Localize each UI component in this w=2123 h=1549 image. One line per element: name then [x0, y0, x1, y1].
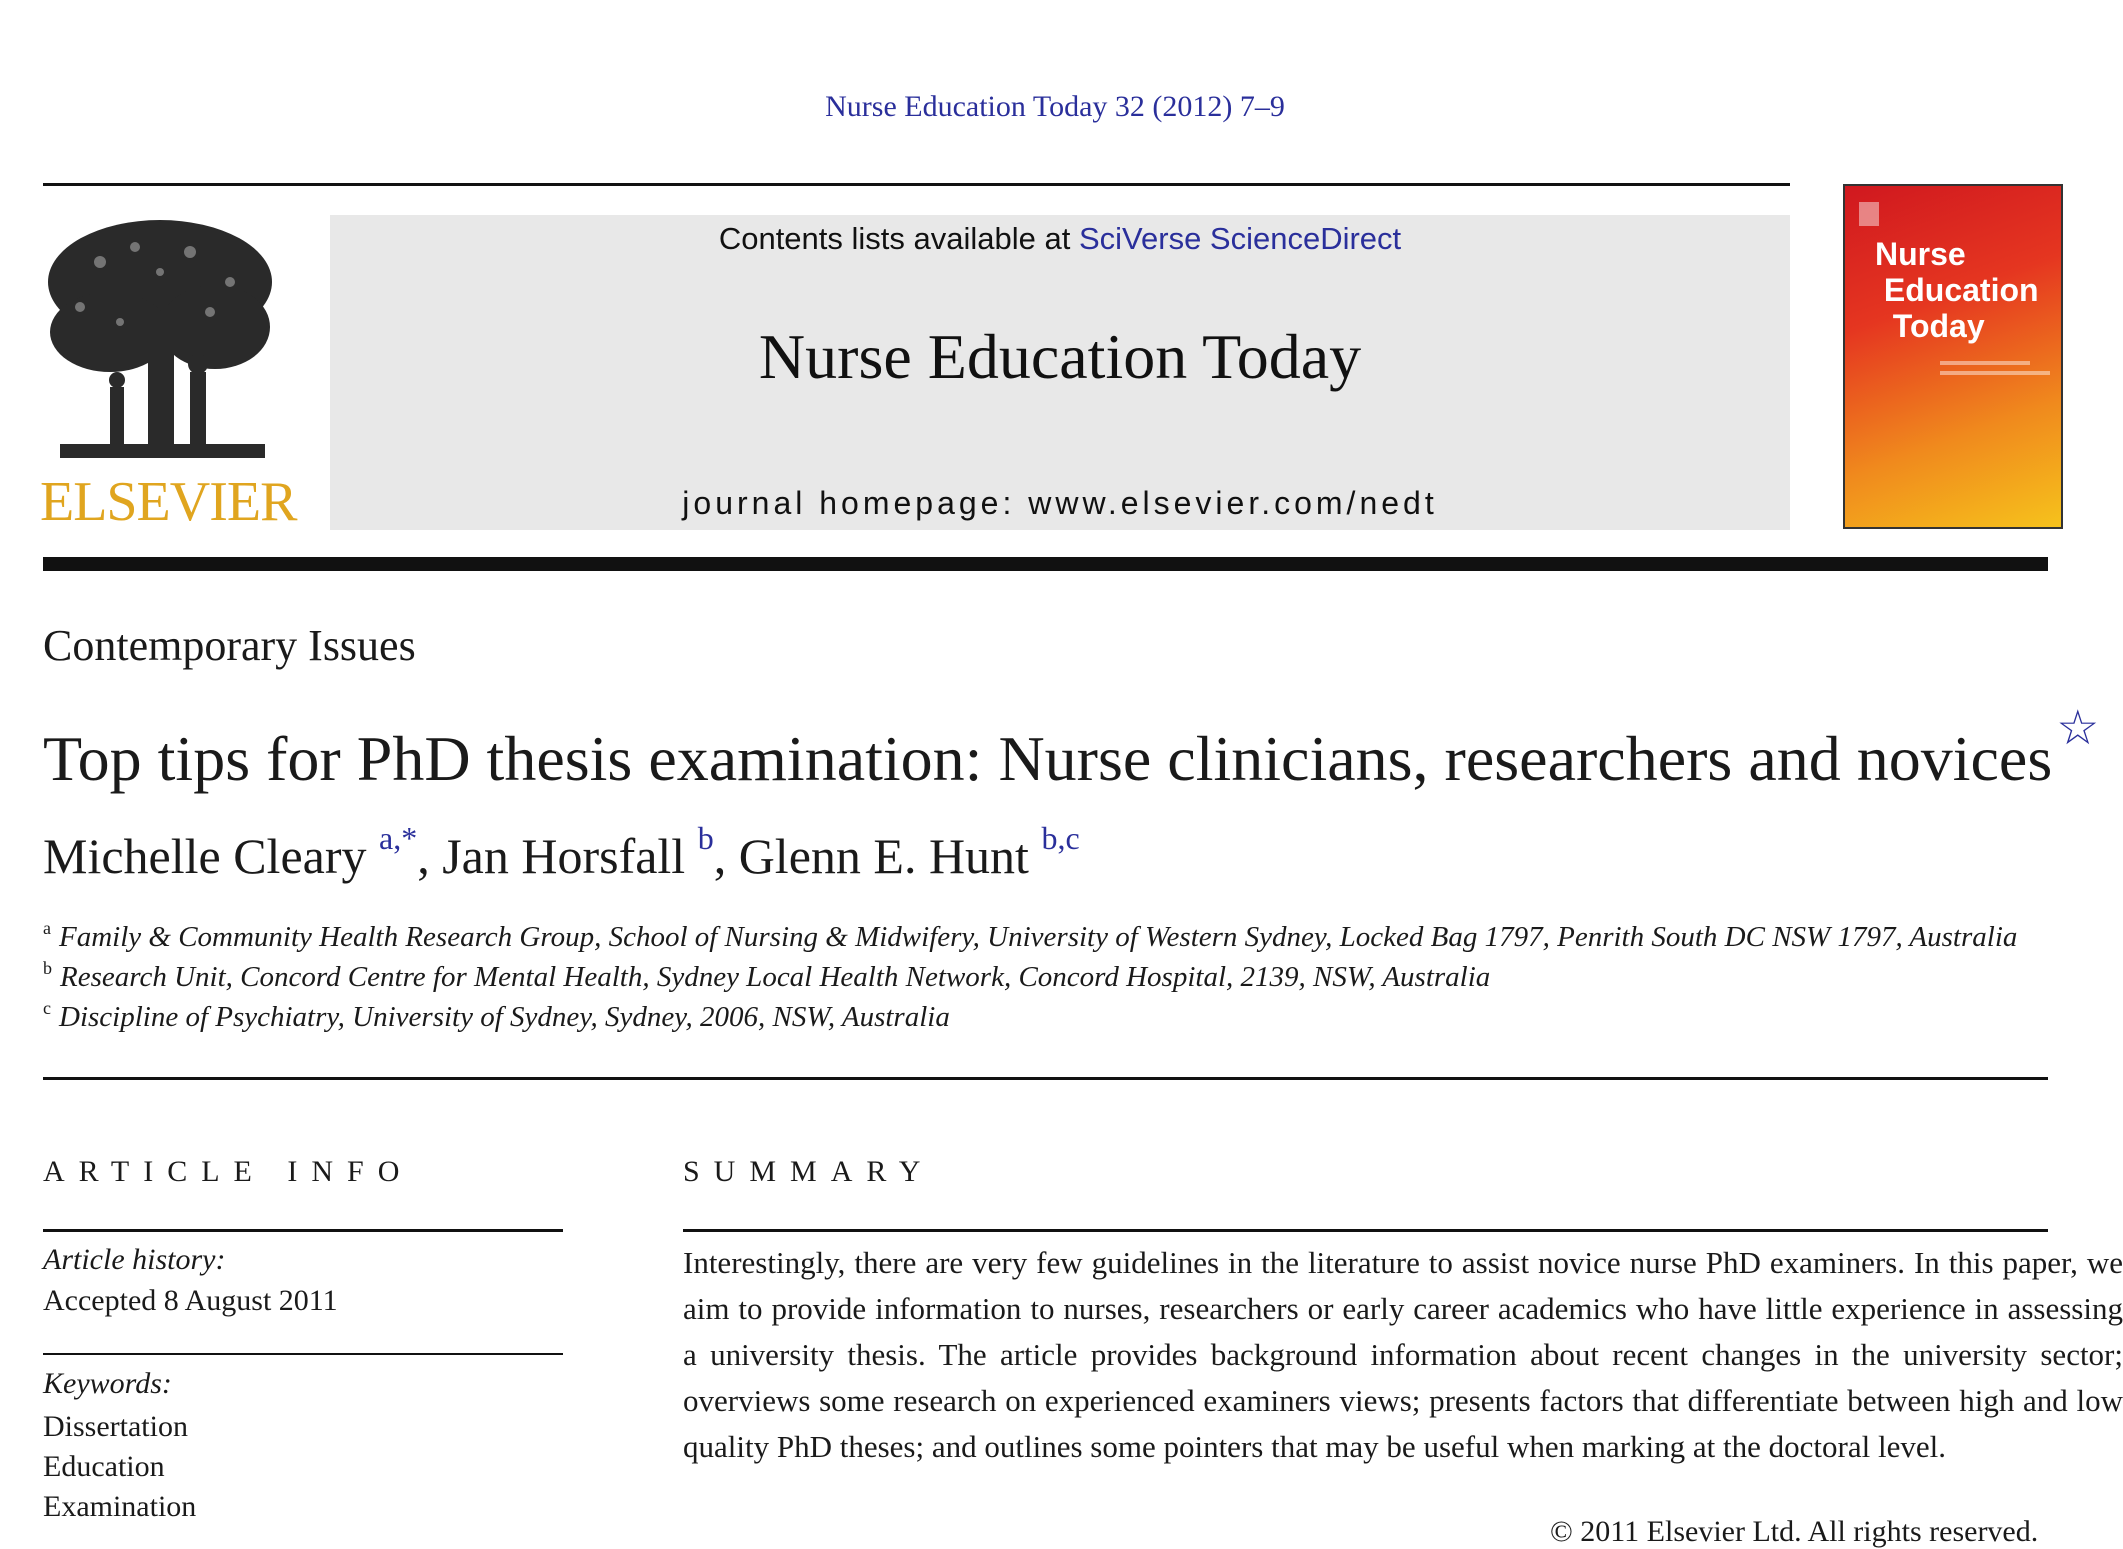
- keyword-item[interactable]: Education: [43, 1450, 165, 1483]
- author-list: [43, 820, 1080, 885]
- history-value: Accepted 8 August 2011: [43, 1284, 338, 1317]
- section-label: Contemporary Issues: [43, 621, 416, 670]
- affiliation-b: [43, 958, 1490, 994]
- affiliation-a: [43, 918, 2017, 954]
- summary-text: Interestingly, there are very few guidelines in the literature to assist novice nurse PhD examiners. In this paper, we aim to provide information to nurses, researchers or early career academics who have little experience in assessing a university thesis. The article provides background information about recent changes in the university sector; overviews some research on experienced examiners views; presents factors that differentiate between high and low quality PhD theses; and outlines some pointers that may be useful when marking at the doctoral level.: [683, 1245, 2123, 1464]
- history-label: Article history:: [43, 1243, 226, 1276]
- keyword-item[interactable]: Dissertation: [43, 1410, 188, 1443]
- keyword-item[interactable]: Examination: [43, 1490, 197, 1523]
- author-name[interactable]: , Jan Horsfall: [417, 828, 698, 884]
- article-title: [43, 700, 2099, 796]
- affiliation-text: Family & Community Health Research Group, School of Nursing & Midwifery, University of Western Sydney, Locked Bag 1797, Penrith South DC NSW 1797, Australia: [59, 921, 2018, 953]
- cover-title: Nurse Education Today: [1875, 236, 2039, 344]
- article-info-heading: ARTICLE INFO: [43, 1155, 414, 1188]
- affiliation-mark: c: [43, 998, 51, 1018]
- article-title-text: Top tips for PhD thesis examination: Nurse clinicians, researchers and novices: [43, 723, 2053, 794]
- keywords-label: Keywords:: [43, 1367, 172, 1400]
- header-rule-top: [43, 183, 1790, 186]
- journal-cover-image: [1843, 184, 2063, 529]
- cover-subtitle-line: [1940, 361, 2030, 365]
- cover-logo-mark: [1859, 202, 1879, 226]
- article-info-rule: [43, 1353, 563, 1355]
- running-header: Nurse Education Today 32 (2012) 7–9: [825, 90, 1285, 123]
- author-marks[interactable]: b: [697, 820, 714, 856]
- elsevier-logo: [40, 212, 297, 533]
- author-marks[interactable]: a,*: [379, 820, 418, 856]
- journal-homepage[interactable]: journal homepage: www.elsevier.com/nedt: [682, 485, 1438, 521]
- heading-divider: [43, 1077, 2048, 1080]
- tree-icon: [40, 212, 280, 472]
- elsevier-wordmark: ELSEVIER: [40, 471, 297, 533]
- affiliation-c: [43, 998, 950, 1034]
- affiliation-mark: a: [43, 918, 51, 938]
- author-marks[interactable]: b,c: [1041, 820, 1080, 856]
- contents-line: [330, 221, 1790, 257]
- contents-prefix: Contents lists available at: [718, 221, 1079, 256]
- affiliation-mark: b: [43, 958, 52, 978]
- star-icon[interactable]: ☆: [2056, 702, 2100, 755]
- cover-subtitle-line: [1940, 371, 2050, 375]
- affiliation-text: Research Unit, Concord Centre for Mental Health, Sydney Local Health Network, Concord Hospital, 2139, NSW, Australia: [60, 961, 1491, 993]
- affiliation-text: Discipline of Psychiatry, University of Sydney, Sydney, 2006, NSW, Australia: [59, 1001, 950, 1033]
- journal-banner: [330, 215, 1790, 530]
- summary-rule: [683, 1229, 2048, 1232]
- author-name[interactable]: Michelle Cleary: [43, 828, 379, 884]
- copyright-line: © 2011 Elsevier Ltd. All rights reserved.: [1550, 1515, 2039, 1548]
- author-name[interactable]: , Glenn E. Hunt: [713, 828, 1042, 884]
- summary-heading: SUMMARY: [683, 1155, 935, 1188]
- header-rule-thick: [43, 557, 2048, 571]
- article-info-rule: [43, 1229, 563, 1232]
- journal-title: Nurse Education Today: [758, 321, 1362, 392]
- sciencedirect-link[interactable]: SciVerse ScienceDirect: [1078, 221, 1402, 256]
